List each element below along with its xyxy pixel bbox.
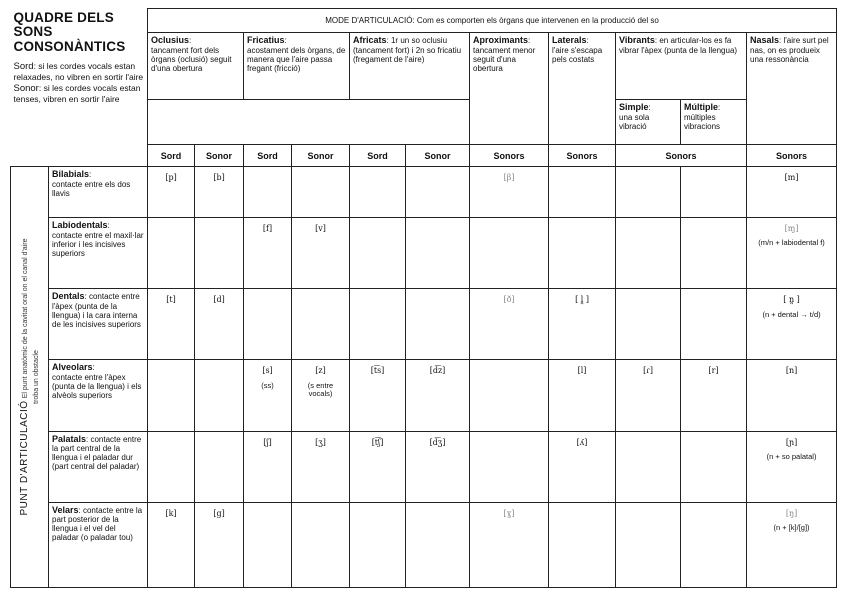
phoneme: [d] bbox=[195, 289, 244, 360]
place-labiodentals: Labiodentals: contacte entre el maxil·lar inferior i les incisives superiors bbox=[49, 218, 148, 289]
manner-vibrants: Vibrants: en articular-los es fa vibrar l'àpex (punta de la llengua) bbox=[616, 33, 747, 100]
col-sonors: Sonors bbox=[470, 145, 549, 167]
place-velars: Velars: contacte entre la part posterior de la llengua i el vel del paladar (o paladar tou) bbox=[49, 502, 148, 587]
col-sonors: Sonors bbox=[747, 145, 837, 167]
sord-text: : si les cordes vocals estan relaxades, no vibren en sortir l'aire bbox=[13, 61, 144, 83]
phoneme: [d͡ʒ] bbox=[406, 431, 470, 502]
chart-title: QUADRE DELS SONS CONSONÀNTICS bbox=[13, 9, 126, 55]
phoneme: [g] bbox=[195, 502, 244, 587]
manner-laterals: Laterals: l'aire s'escapa pels costats bbox=[549, 33, 616, 145]
col-sonor: Sonor bbox=[406, 145, 470, 167]
manner-fricatius: Fricatius: acostament dels òrgans, de manera que l'aire passa fregant (fricció) bbox=[244, 33, 350, 100]
table-row bbox=[11, 360, 837, 431]
blank-subheader bbox=[148, 100, 470, 145]
phoneme: [z] (s entre vocals) bbox=[292, 360, 350, 431]
phoneme: [β] bbox=[470, 167, 549, 218]
sord-label: Sord bbox=[13, 61, 34, 73]
place-axis-label bbox=[11, 167, 49, 588]
manner-aproximants: Aproximants: tancament menor seguit d'una obertura bbox=[470, 33, 549, 145]
manner-nasals: Nasals: l'aire surt pel nas, on es produeix una ressonància bbox=[747, 33, 837, 145]
phoneme: [f] bbox=[244, 218, 292, 289]
phoneme: [r] bbox=[681, 360, 747, 431]
sonor-text: : si les cordes vocals estan tenses, vibren en sortir l'aire bbox=[13, 82, 141, 104]
voicing-legend bbox=[14, 61, 145, 104]
col-sonors: Sonors bbox=[549, 145, 616, 167]
place-axis-desc-2: troba un obstacle bbox=[32, 350, 40, 405]
phoneme: [ n̪ ] (n + dental → t/d) bbox=[747, 289, 837, 360]
table-row bbox=[11, 167, 837, 218]
phoneme: [n] bbox=[747, 360, 837, 431]
phoneme: [ʃ] bbox=[244, 431, 292, 502]
place-alveolars: Alveolars: contacte entre l'àpex (punta de la llengua) i els alvèols superiors bbox=[49, 360, 148, 431]
phoneme: [t] bbox=[148, 289, 195, 360]
phoneme: [ɣ] bbox=[470, 502, 549, 587]
sonor-label: Sonor bbox=[13, 82, 39, 94]
col-sord: Sord bbox=[244, 145, 292, 167]
phoneme: [ɱ] (m/n + labiodental f) bbox=[747, 218, 837, 289]
phoneme: [ʒ] bbox=[292, 431, 350, 502]
col-sonor: Sonor bbox=[195, 145, 244, 167]
phoneme: [ɾ] bbox=[616, 360, 681, 431]
manner-africats: Africats: 1r un so oclusiu (tancament fort) i 2n so fricatiu (fregament de l'aire) bbox=[350, 33, 470, 100]
phoneme: [d͡z] bbox=[406, 360, 470, 431]
vibrant-simple: Simple: una sola vibració bbox=[616, 100, 681, 145]
manner-oclusius: Oclusius: tancament fort dels òrgans (oclusió) seguit d'una obertura bbox=[148, 33, 244, 100]
phoneme: [t͡s] bbox=[350, 360, 406, 431]
table-row bbox=[11, 289, 837, 360]
place-bilabials: Bilabials: contacte entre els dos llavis bbox=[49, 167, 148, 218]
table-row bbox=[11, 218, 837, 289]
phoneme: [ɲ] (n + so palatal) bbox=[747, 431, 837, 502]
phoneme: [ l̪ ] bbox=[549, 289, 616, 360]
phoneme: [ʎ] bbox=[549, 431, 616, 502]
phoneme: [l] bbox=[549, 360, 616, 431]
mode-header: MODE D'ARTICULACIÓ: Com es comporten els òrgans que intervenen en la producció del so bbox=[148, 9, 837, 33]
place-axis-title: PUNT D'ARTICULACIÓ bbox=[18, 400, 30, 516]
col-sord: Sord bbox=[350, 145, 406, 167]
place-palatals: Palatals: contacte entre la part central de la llengua i el paladar dur (part central del paladar) bbox=[49, 431, 148, 502]
place-dentals: Dentals: contacte entre l'àpex (punta de la llengua) i la cara interna de les incisives superiors bbox=[49, 289, 148, 360]
title-block bbox=[11, 9, 148, 145]
phoneme: [t͡ʃ] bbox=[350, 431, 406, 502]
phoneme: [b] bbox=[195, 167, 244, 218]
phoneme: [s] (ss) bbox=[244, 360, 292, 431]
phoneme: [m] bbox=[747, 167, 837, 218]
phoneme: [p] bbox=[148, 167, 195, 218]
consonant-chart bbox=[10, 8, 837, 588]
col-sonors: Sonors bbox=[616, 145, 747, 167]
place-axis-desc: El punt anatòmic de la cavitat oral on el canal d'aire bbox=[21, 238, 29, 399]
col-sord: Sord bbox=[148, 145, 195, 167]
vibrant-multiple: Múltiple: múltiples vibracions bbox=[681, 100, 747, 145]
phoneme: [k] bbox=[148, 502, 195, 587]
phoneme: [ð] bbox=[470, 289, 549, 360]
phoneme: [v] bbox=[292, 218, 350, 289]
table-row bbox=[11, 431, 837, 502]
col-sonor: Sonor bbox=[292, 145, 350, 167]
table-row bbox=[11, 502, 837, 587]
blank-corner bbox=[11, 145, 148, 167]
phoneme: [ŋ] (n + [k]/[g]) bbox=[747, 502, 837, 587]
